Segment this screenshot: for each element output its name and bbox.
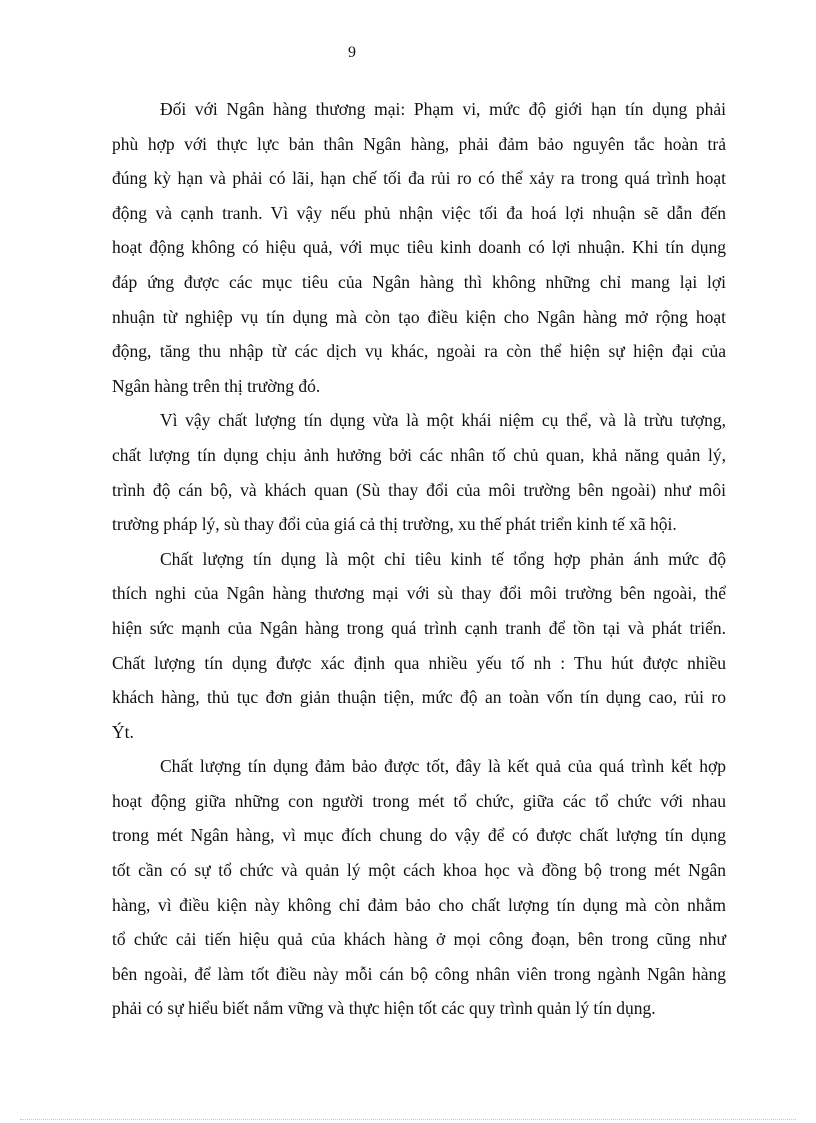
text-line: phù hợp với thực lực bản thân Ngân hàng, phải đảm bảo nguyên tắc hoàn trả xyxy=(112,133,726,154)
text-line: động, tăng thu nhập từ các dịch vụ khác, ngoài ra còn thể hiện sự hiện đại của xyxy=(112,341,726,362)
page-number: 9 xyxy=(348,44,356,61)
text-line: Ýt. xyxy=(112,721,134,742)
text-line: chất lượng tín dụng chịu ảnh hưởng bởi các nhân tố chủ quan, khả năng quản lý, xyxy=(112,444,726,465)
text-line: đáp ứng được các mục tiêu của Ngân hàng thì không những chỉ mang lại lợi xyxy=(112,271,726,292)
text-line: Chất lượng tín dụng được xác định qua nhiều yếu tố nh : Thu hút được nhiều xyxy=(112,652,726,673)
text-line: Vì vậy chất lượng tín dụng vừa là một khái niệm cụ thể, và là trừu tượng, xyxy=(160,410,726,431)
text-line: trường pháp lý, sù thay đổi của giá cả thị trường, xu thế phát triển kinh tế xã hội. xyxy=(112,514,677,535)
text-line: đúng kỳ hạn và phải có lãi, hạn chế tối đa rủi ro có thể xảy ra trong quá trình hoạt xyxy=(112,168,726,189)
text-line: phải có sự hiểu biết nắm vững và thực hiện tốt các quy trình quản lý tín dụng. xyxy=(112,998,656,1019)
text-line: trình độ cán bộ, và khách quan (Sù thay đổi của môi trường bên ngoài) như môi xyxy=(112,479,726,500)
text-line: Chất lượng tín dụng đảm bảo được tốt, đây là kết quả của quá trình kết hợp xyxy=(160,756,726,777)
text-line: hoạt động không có hiệu quả, với mục tiêu kinh doanh có lợi nhuận. Khi tín dụng xyxy=(112,237,726,258)
text-line: hiện sức mạnh của Ngân hàng trong quá trình cạnh tranh để tồn tại và phát triển. xyxy=(112,617,726,638)
text-line: hoạt động giữa những con người trong mét tổ chức, giữa các tổ chức với nhau xyxy=(112,790,726,811)
text-line: hàng, vì điều kiện này không chỉ đảm bảo cho chất lượng tín dụng mà còn nhằm xyxy=(112,894,726,915)
paragraph xyxy=(112,403,726,541)
text-line: bên ngoài, để làm tốt điều này mỗi cán bộ công nhân viên trong ngành Ngân hàng xyxy=(112,963,726,984)
paragraph xyxy=(112,542,726,750)
paragraph xyxy=(112,92,726,403)
text-line: tổ chức cải tiến hiệu quả của khách hàng ở mọi công đoạn, bên trong cũng như xyxy=(112,929,726,950)
text-line: trong mét Ngân hàng, vì mục đích chung do vậy để có được chất lượng tín dụng xyxy=(112,825,726,846)
page-bottom-divider xyxy=(20,1119,796,1120)
text-line: động và cạnh tranh. Vì vậy nếu phủ nhận việc tối đa hoá lợi nhuận sẽ dẫn đến xyxy=(112,202,726,223)
text-line: khách hàng, thủ tục đơn giản thuận tiện, mức độ an toàn vốn tín dụng cao, rủi ro xyxy=(112,687,726,708)
text-line: nhuận từ nghiệp vụ tín dụng mà còn tạo điều kiện cho Ngân hàng mở rộng hoạt xyxy=(112,306,726,327)
text-line: Chất lượng tín dụng là một chỉ tiêu kinh tế tổng hợp phản ánh mức độ xyxy=(160,548,726,569)
text-line: Ngân hàng trên thị trường đó. xyxy=(112,375,321,396)
text-line: tốt cần có sự tổ chức và quản lý một cách khoa học và đồng bộ trong mét Ngân xyxy=(112,860,726,881)
document-body xyxy=(112,92,726,1026)
text-line: thích nghi của Ngân hàng thương mại với sù thay đổi môi trường bên ngoài, thể xyxy=(112,583,726,604)
text-line: Đối với Ngân hàng thương mại: Phạm vi, mức độ giới hạn tín dụng phải xyxy=(160,99,726,119)
paragraph xyxy=(112,749,726,1026)
